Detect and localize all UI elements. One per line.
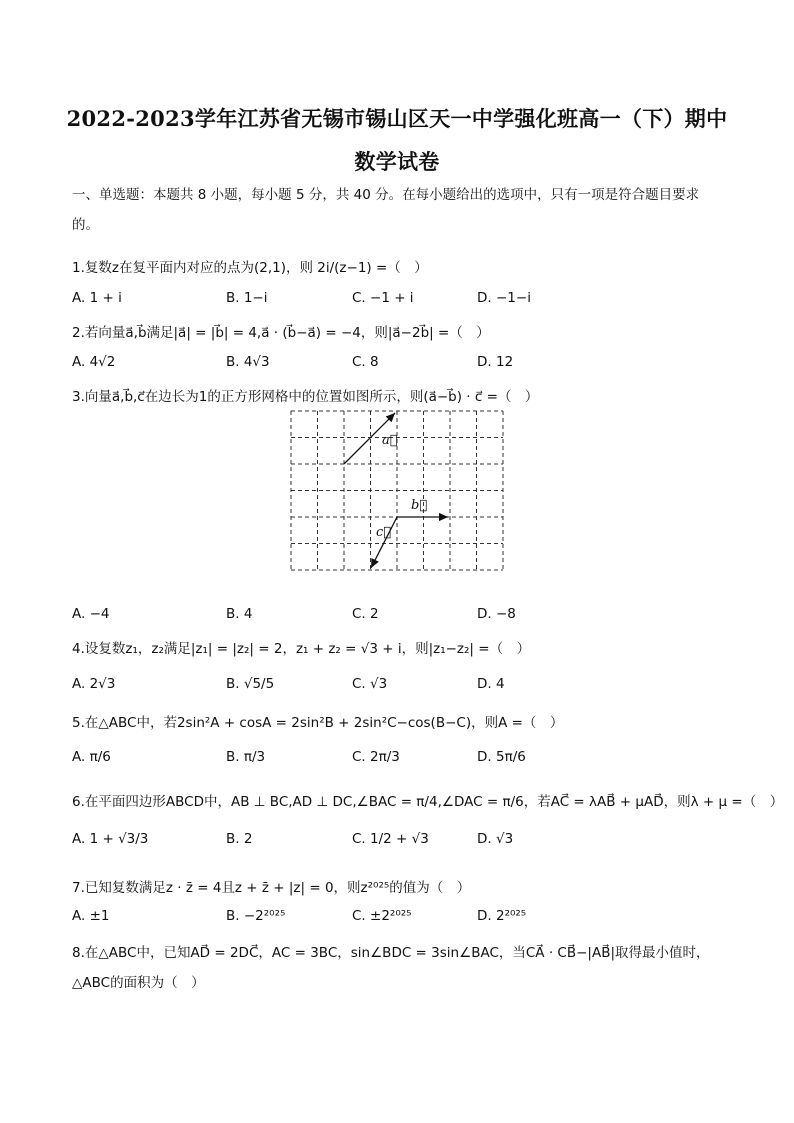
question-5-stem: 5.在△ABC中，若2sin²A + cosA = 2sin²B + 2sin²C−cos(B−C)，则A =（ ） (72, 715, 564, 731)
question-6-option-c: C. 1/2 + √3 (352, 831, 429, 847)
question-1-option-b: B. 1−i (226, 290, 268, 306)
question-2-option-d: D. 12 (477, 354, 514, 370)
question-2-option-c: C. 8 (352, 354, 379, 370)
question-3-option-d: D. −8 (477, 606, 516, 622)
question-1-option-c: C. −1 + i (352, 290, 414, 306)
exam-title-line2: 数学试卷 (354, 149, 440, 174)
question-1-option-a: A. 1 + i (72, 290, 122, 306)
question-7-option-b: B. −2²⁰²⁵ (226, 908, 286, 924)
question-6-stem: 6.在平面四边形ABCD中，AB ⊥ BC,AD ⊥ DC,∠BAC = π/4,∠DAC = π/6，若AC⃗ = λAB⃗ + μAD⃗，则λ + μ =（ ） (72, 794, 784, 810)
question-7-stem: 7.已知复数满足z · z̄ = 4且z + z̄ + |z| = 0，则z²⁰²⁵的值为（ ） (72, 880, 471, 896)
vector-b-label: b⃗ (411, 498, 428, 513)
question-3-option-c: C. 2 (352, 606, 379, 622)
section-instructions: 一、单选题：本题共 8 小题，每小题 5 分，共 40 分。在每小题给出的选项中，只有一项是符合题目要求的。 (72, 187, 700, 233)
vector-a-label: a⃗ (382, 433, 398, 448)
question-4-option-a: A. 2√3 (72, 676, 116, 692)
question-2-option-b: B. 4√3 (226, 354, 270, 370)
question-4-option-c: C. √3 (352, 676, 388, 692)
question-7-option-d: D. 2²⁰²⁵ (477, 908, 527, 924)
question-1-option-d: D. −1−i (477, 290, 531, 306)
question-5-option-b: B. π/3 (226, 749, 266, 765)
question-5-option-a: A. π/6 (72, 749, 111, 765)
question-4-option-d: D. 4 (477, 676, 505, 692)
question-5-option-c: C. 2π/3 (352, 749, 400, 765)
question-8-stem: 8.在△ABC中，已知AD⃗ = 2DC⃗，AC = 3BC，sin∠BDC = 3sin∠BAC，当CA⃗ · CB⃗−|AB⃗|取得最小值时， (72, 945, 710, 961)
question-4-option-b: B. √5/5 (226, 676, 275, 692)
question-6-option-d: D. √3 (477, 831, 514, 847)
question-7-option-c: C. ±2²⁰²⁵ (352, 908, 412, 924)
question-3-option-b: B. 4 (226, 606, 253, 622)
question-6-option-a: A. 1 + √3/3 (72, 831, 149, 847)
question-3-stem: 3.向量a⃗,b⃗,c⃗在边长为1的正方形网格中的位置如图所示，则(a⃗−b⃗) · c⃗ =（ ） (72, 389, 539, 405)
question-1-stem: 1.复数z在复平面内对应的点为(2,1)，则 2i/(z−1) =（ ） (72, 260, 428, 276)
question-4-stem: 4.设复数z₁，z₂满足|z₁| = |z₂| = 2，z₁ + z₂ = √3 + i，则|z₁−z₂| =（ ） (72, 641, 531, 657)
vector-grid-figure (290, 410, 505, 572)
vector-c-label: c⃗ (376, 525, 392, 540)
exam-title-line1: 2022-2023学年江苏省无锡市锡山区天一中学强化班高一（下）期中 (66, 106, 728, 131)
question-2-stem: 2.若向量a⃗,b⃗满足|a⃗| = |b⃗| = 4,a⃗ · (b⃗−a⃗) = −4，则|a⃗−2b⃗| =（ ） (72, 325, 490, 341)
question-2-option-a: A. 4√2 (72, 354, 116, 370)
question-8-stem-continued: △ABC的面积为（ ） (72, 975, 205, 991)
question-6-option-b: B. 2 (226, 831, 253, 847)
question-3-option-a: A. −4 (72, 606, 110, 622)
question-7-option-a: A. ±1 (72, 908, 110, 924)
question-5-option-d: D. 5π/6 (477, 749, 526, 765)
